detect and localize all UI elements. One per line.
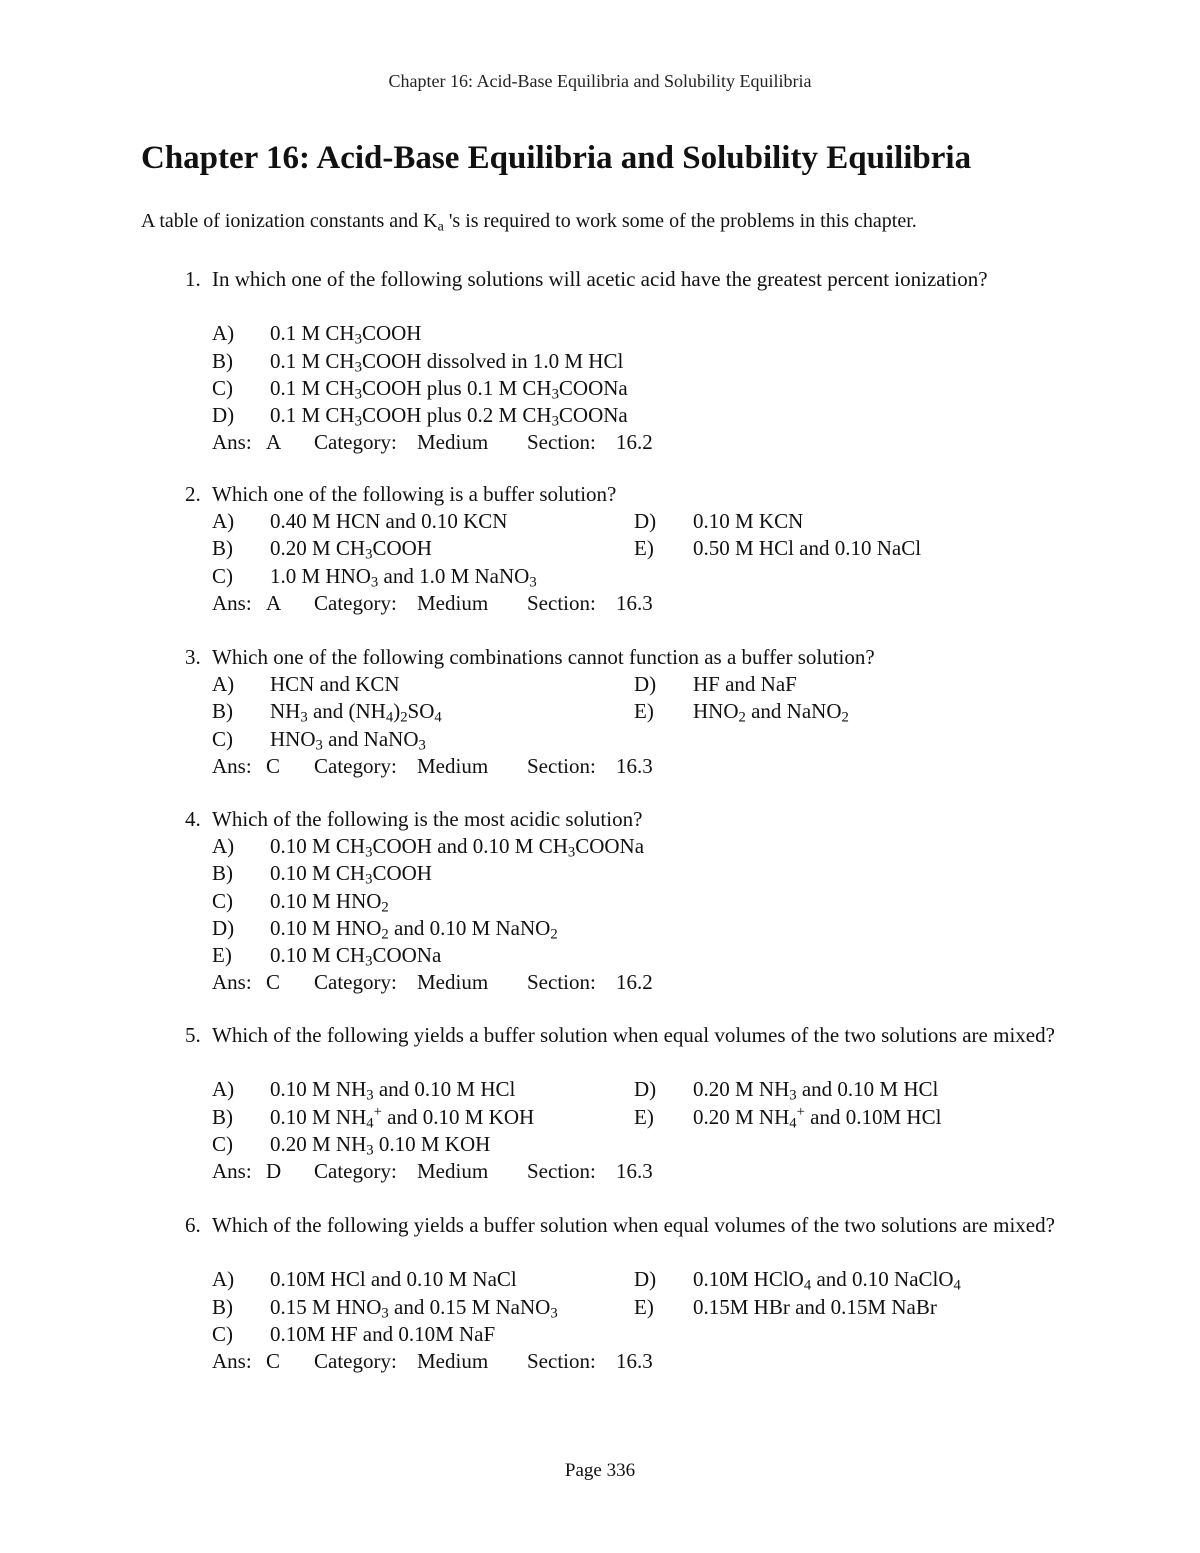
question-number: 2. xyxy=(185,482,201,506)
question-text: Which one of the following is a buffer solution? xyxy=(212,482,617,506)
choice-label: D) xyxy=(634,1267,657,1292)
choice-e xyxy=(0,535,1200,562)
choice-label: E) xyxy=(634,699,654,724)
section-value: 16.2 xyxy=(616,430,653,455)
choice-text: 0.20 M $NH_3$ and 0.10 M HCl xyxy=(693,1077,939,1105)
intro-text: A table of ionization constants and $K_a$ 's is required to work some of the problems in this chapter. xyxy=(141,210,917,235)
choice-b xyxy=(0,348,1200,375)
choice-label: B) xyxy=(212,699,233,724)
choice-c xyxy=(0,1131,1200,1158)
choice-label: D) xyxy=(212,403,235,427)
choice-label: E) xyxy=(634,1294,654,1319)
choice-text: 0.10M HCl and 0.10 M NaCl xyxy=(270,1267,517,1292)
choice-label: A) xyxy=(212,509,235,534)
choice-text: 0.1 M $CH_3COOH$ plus 0.1 M $CH_3COONa$ xyxy=(270,375,628,403)
category-value: Medium xyxy=(417,1349,489,1373)
choice-label: C) xyxy=(212,1131,233,1156)
choice-text: $HNO_2$ and NaNO$_2$ xyxy=(693,699,849,727)
choice-d xyxy=(0,508,1200,535)
choice-text: 0.1 M $CH_3COOH$ xyxy=(270,321,422,349)
choice-text: HCN and KCN xyxy=(270,672,400,697)
answer-value: C xyxy=(266,1349,281,1373)
choice-label: A) xyxy=(212,1267,235,1292)
choice-c xyxy=(0,1321,1200,1348)
answer-label: Ans: xyxy=(212,1159,252,1183)
choice-text: 0.10 M KCN xyxy=(693,509,804,534)
question-number: 6. xyxy=(185,1213,201,1237)
choice-label: D) xyxy=(634,509,657,534)
choice-text: 0.10 M $HNO_2$ xyxy=(270,888,389,916)
choice-e xyxy=(0,1294,1200,1321)
choice-c xyxy=(0,563,1200,590)
section-value: 16.2 xyxy=(616,970,653,995)
question-number: 1. xyxy=(185,267,201,291)
category-label: Category: xyxy=(314,970,397,995)
page-number: Page 336 xyxy=(564,1460,636,1481)
choice-a xyxy=(0,833,1200,860)
section-label: Section: xyxy=(527,1159,596,1183)
choice-e xyxy=(0,698,1200,725)
choice-label: E) xyxy=(634,536,654,561)
section-value: 16.3 xyxy=(616,753,653,778)
choice-text: $HNO_3$ and NaNO$_3$ xyxy=(270,726,426,754)
choice-label: C) xyxy=(212,375,233,400)
question-text: Which of the following yields a buffer solution when equal volumes of the two solutions are mixed? xyxy=(212,1213,1055,1237)
choice-text: 0.15 M $HNO_3$ and 0.15 M NaNO$_3$ xyxy=(270,1294,558,1322)
answer-label: Ans: xyxy=(212,430,252,455)
choice-label: C) xyxy=(212,726,233,751)
category-value: Medium xyxy=(417,590,489,615)
choice-text: 0.15M HBr and 0.15M NaBr xyxy=(693,1294,937,1319)
answer-line xyxy=(212,1158,676,1185)
choice-text: 0.10M HClO$_4$ and 0.10 NaClO$_4$ xyxy=(693,1267,961,1295)
answer-line xyxy=(212,969,676,996)
answer-value: A xyxy=(266,430,282,455)
category-label: Category: xyxy=(314,430,397,455)
choice-text: 0.20 M $NH_3$ 0.10 M KOH xyxy=(270,1131,491,1159)
choice-d xyxy=(0,671,1200,698)
choice-text: 0.10 M $CH_3COONa$ xyxy=(270,943,442,970)
choice-text: 0.10 M $CH_3COOH$ xyxy=(270,861,432,889)
choice-label: C) xyxy=(212,888,233,913)
choice-d xyxy=(0,1076,1200,1103)
choice-text: 0.50 M HCl and 0.10 NaCl xyxy=(693,536,922,561)
question-text: In which one of the following solutions will acetic acid have the greatest percent ionization? xyxy=(212,267,988,291)
category-label: Category: xyxy=(314,590,397,615)
question-number: 3. xyxy=(185,645,201,669)
section-label: Section: xyxy=(527,753,596,778)
question-number: 5. xyxy=(185,1023,201,1047)
answer-value: D xyxy=(266,1159,282,1183)
choice-label: D) xyxy=(634,1077,657,1102)
answer-value: C xyxy=(266,970,281,995)
answer-label: Ans: xyxy=(212,753,252,778)
category-label: Category: xyxy=(314,1349,397,1373)
choice-text: 0.1 M $CH_3COOH$ dissolved in 1.0 M HCl xyxy=(270,348,624,376)
choice-label: B) xyxy=(212,861,233,886)
answer-label: Ans: xyxy=(212,970,252,995)
choice-c xyxy=(0,375,1200,402)
category-value: Medium xyxy=(417,1159,489,1183)
section-label: Section: xyxy=(527,1349,596,1373)
choice-label: B) xyxy=(212,1294,233,1319)
answer-label: Ans: xyxy=(212,590,252,615)
choice-text: 0.20 M $NH_4^+$ and 0.10M HCl xyxy=(693,1103,942,1132)
section-value: 16.3 xyxy=(616,590,653,615)
choice-text: 0.10 M $CH_3COOH$ and 0.10 M $CH_3COONa$ xyxy=(270,834,645,861)
question-text: Which of the following is the most acidic solution? xyxy=(212,807,643,831)
choice-label: C) xyxy=(212,563,233,588)
choice-label: E) xyxy=(212,943,232,967)
choice-label: E) xyxy=(634,1104,654,1129)
answer-value: A xyxy=(266,590,282,615)
answer-label: Ans: xyxy=(212,1349,252,1373)
choice-e xyxy=(0,1104,1200,1131)
question-text: Which one of the following combinations cannot function as a buffer solution? xyxy=(212,645,875,669)
choice-text: 0.10 M $NH_4^+$ and 0.10 M KOH xyxy=(270,1103,535,1132)
choice-label: A) xyxy=(212,834,235,859)
choice-text: 0.10 M $NH_3$ and 0.10 M HCl xyxy=(270,1077,516,1105)
choice-text: $NH_3$ and $(NH_4)_2SO_4$ xyxy=(270,699,442,727)
section-value: 16.3 xyxy=(616,1159,653,1183)
choice-label: D) xyxy=(634,672,657,697)
choice-d xyxy=(0,1266,1200,1293)
answer-line xyxy=(212,753,676,780)
section-label: Section: xyxy=(527,590,596,615)
choice-c xyxy=(0,888,1200,915)
section-value: 16.3 xyxy=(616,1349,653,1373)
choice-label: A) xyxy=(212,672,235,697)
choice-label: B) xyxy=(212,348,233,373)
choice-text: 0.10 M $HNO_2$ and 0.10 M NaNO$_2$ xyxy=(270,915,558,943)
section-label: Section: xyxy=(527,430,596,455)
choice-e xyxy=(0,942,1200,969)
page-title: Chapter 16: Acid-Base Equilibria and Solubility Equilibria xyxy=(141,140,972,176)
choice-label: A) xyxy=(212,1077,235,1102)
choice-c xyxy=(0,726,1200,753)
choice-text: 0.40 M HCN and 0.10 KCN xyxy=(270,509,508,534)
choice-d xyxy=(0,402,1200,429)
question-text: Which of the following yields a buffer solution when equal volumes of the two solutions are mixed? xyxy=(212,1023,1055,1047)
choice-label: D) xyxy=(212,915,235,940)
answer-line xyxy=(212,590,676,617)
category-value: Medium xyxy=(417,970,489,995)
section-label: Section: xyxy=(527,970,596,995)
running-header: Chapter 16: Acid-Base Equilibria and Solubility Equilibria xyxy=(388,71,812,91)
choice-text: 1.0 M $HNO_3$ and 1.0 M NaNO$_3$ xyxy=(270,563,537,591)
choice-text: 0.20 M $CH_3COOH$ xyxy=(270,536,432,564)
answer-line xyxy=(212,429,676,456)
answer-value: C xyxy=(266,753,281,778)
category-label: Category: xyxy=(314,753,397,778)
choice-text: 0.1 M $CH_3COOH$ plus 0.2 M $CH_3COONa$ xyxy=(270,403,628,430)
choice-label: B) xyxy=(212,1104,233,1129)
answer-line xyxy=(212,1348,676,1375)
choice-b xyxy=(0,860,1200,887)
category-value: Medium xyxy=(417,753,489,778)
choice-text: 0.10M HF and 0.10M NaF xyxy=(270,1321,496,1346)
choice-label: C) xyxy=(212,1321,233,1346)
choice-d xyxy=(0,915,1200,942)
question-number: 4. xyxy=(185,807,201,831)
choice-label: B) xyxy=(212,536,233,561)
category-value: Medium xyxy=(417,430,489,455)
choice-a xyxy=(0,320,1200,347)
choice-text: HF and NaF xyxy=(693,672,797,697)
choice-label: A) xyxy=(212,321,235,346)
category-label: Category: xyxy=(314,1159,397,1183)
